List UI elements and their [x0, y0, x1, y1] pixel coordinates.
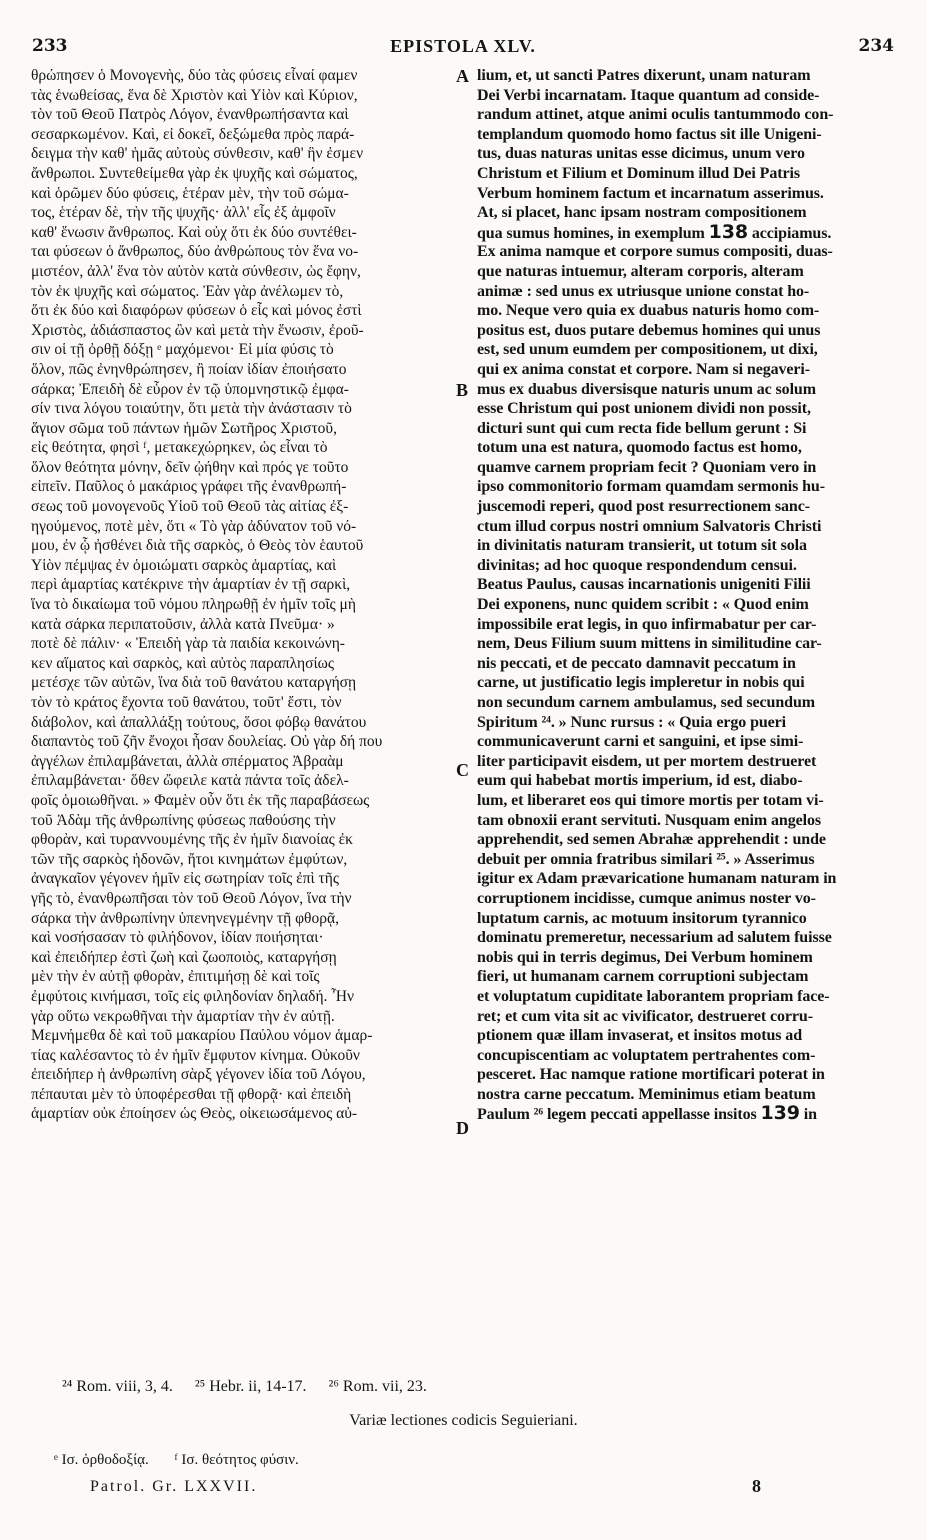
variant-reading: ᵉ Ισ. ὀρθοδοξίᾳ.	[54, 1452, 149, 1468]
greek-text-line: σεσαρκωμένον. Καὶ, εἰ δοκεῖ, δεξώμεθα πρὸς παρά-	[31, 125, 355, 143]
greek-text-line: καὶ νοσήσασαν τὸ φιλήδονον, ἰδίαν ποιήσηται·	[31, 929, 324, 947]
greek-text-line: τὸν ἐκ ψυχῆς καὶ σώματος. Ἐὰν γὰρ ἀνέλωμεν τὸ,	[31, 282, 344, 300]
greek-text-line: ἀναγκαῖον γέγονεν ἡμῖν εἰς σωτηρίαν τοῖς ἐπὶ τῆς	[31, 870, 340, 888]
latin-text-line	[477, 262, 892, 282]
latin-text-line	[477, 419, 892, 439]
latin-line-text: lium, et, ut sancti Patres dixerunt, unam naturam	[477, 67, 811, 84]
latin-line-text: nem, Deus Filium suum mittens in similitudine car-	[477, 635, 822, 653]
footnote: ²⁴ Rom. viii, 3, 4.	[62, 1378, 173, 1395]
latin-line-text: positus est, duos putare debemus homines qui unus	[477, 321, 821, 339]
greek-text-line: κεν αἵματος καὶ σαρκὸς, καὶ αὐτὸς παραπλησίως	[31, 654, 335, 672]
latin-text-line	[477, 987, 892, 1007]
greek-text-line: Υἱὸν πέμψας ἐν ὁμοιώματι σαρκὸς ἁμαρτίας, καὶ	[31, 556, 337, 574]
latin-line-text: pesceret. Hac namque ratione mortificari poterat in	[477, 1066, 825, 1084]
latin-text-line	[477, 536, 892, 556]
greek-text-line: καὶ ἐπειδήπερ ἐστὶ ζωὴ καὶ ζωοποιὸς, καταργήσῃ	[31, 948, 337, 966]
greek-text-line: καθ' ἕνωσιν ἄνθρωπος. Καὶ οὐχ ὅτι ἐκ δύο συντέθει-	[31, 223, 357, 241]
footnotes	[62, 1378, 445, 1396]
greek-column	[31, 66, 457, 1124]
latin-line-text: Dei exponens, nunc quidem scribit : « Quod enim	[477, 596, 809, 614]
latin-text-line	[477, 301, 892, 321]
signature-mark: 8	[752, 1476, 761, 1496]
greek-text-line: τὸν τοῦ Θεοῦ Πατρὸς Λόγον, ἐνανθρωπήσαντα καὶ	[31, 106, 349, 124]
latin-text-line	[477, 673, 892, 693]
latin-line-text: dicturi sunt qui cum recta fide bellum gerunt : Si	[477, 419, 807, 437]
latin-text-line	[477, 1085, 892, 1105]
greek-text-line: τος, ἑτέραν δὲ, τὴν τῆς ψυχῆς· ἀλλ' εἷς ἐξ ἀμφοῖν	[31, 204, 336, 222]
variae-lectiones-heading: Variæ lectiones codicis Seguieriani.	[349, 1412, 578, 1429]
latin-line-text: que naturas intuemur, alteram corporis, alteram	[477, 262, 804, 280]
greek-text-line: μου, ἐν ᾧ ἠσθένει διὰ τῆς σαρκὸς, ὁ Θεὸς τὸν ἑαυτοῦ	[31, 537, 364, 555]
latin-line-text: Spiritum ²⁴. » Nunc rursus : « Quia ergo pueri	[477, 713, 787, 731]
latin-text-line	[477, 830, 892, 850]
greek-text-line: διάβολον, καὶ ἀπαλλάξῃ τούτους, ὅσοι φόβῳ θανάτου	[31, 713, 367, 731]
latin-line-text: liter participavit eisdem, ut per mortem destrueret	[477, 752, 817, 770]
latin-line-text: esse Christum qui post unionem dividi non possit,	[477, 400, 811, 418]
greek-text-line: τὰς ἑνωθείσας, ἕνα δὲ Χριστὸν καὶ Υἱὸν καὶ Κύριον,	[31, 86, 358, 104]
latin-text-line	[477, 458, 892, 478]
greek-text-line: μετέσχε τῶν αὐτῶν, ἵνα διὰ τοῦ θανάτου καταργήσῃ	[31, 674, 357, 692]
page-number-right: 234	[858, 36, 894, 56]
latin-text-line	[477, 595, 892, 615]
greek-text-line: δειγμα τὴν καθ' ἡμᾶς αὐτοὺς σύνθεσιν, καθ' ἣν ἐσμεν	[31, 145, 364, 163]
latin-text-line	[477, 340, 892, 360]
greek-text-line: ἐπιλαμβάνεται· ὅθεν ὤφειλε κατὰ πάντα τοῖς ἀδελ-	[31, 772, 349, 790]
latin-text-line	[477, 556, 892, 576]
latin-text-line	[477, 242, 892, 262]
latin-line-text: juscemodi reperi, quod post resurrectionem sanc-	[477, 498, 810, 516]
latin-line-text: At, si placet, hanc ipsam nostram compositionem	[477, 204, 807, 222]
latin-text-line	[477, 889, 892, 909]
latin-text-line	[477, 380, 892, 400]
latin-text-line	[477, 517, 892, 537]
greek-text-line: Χριστὸς, ἀδιάσπαστος ὢν καὶ μετὰ τὴν ἕνωσιν, ἐροῦ-	[31, 321, 364, 339]
page-number-left: 233	[32, 36, 68, 56]
latin-line-text: animæ : sed unus ex utriusque unione constat ho-	[477, 282, 810, 300]
greek-text-line: καὶ ὁρῶμεν δύο φύσεις, ἑτέραν μὲν, τὴν τοῦ σώμα-	[31, 184, 349, 202]
latin-text-line	[477, 321, 892, 341]
volume-line: Patrol. Gr. LXXVII.	[90, 1478, 258, 1495]
latin-line-text: nobis qui in terris degimus, Dei Verbum hominem	[477, 948, 813, 966]
latin-text-line	[477, 575, 892, 595]
latin-text-line	[477, 928, 892, 948]
latin-text-line	[477, 105, 892, 125]
latin-line-text: ptionem quæ illam invaserat, et insitos motus ad	[477, 1027, 802, 1045]
latin-line-text: igitur ex Adam prævaricatione humanam naturam in	[477, 870, 837, 888]
greek-text-line: ἀγγέλων ἐπιλαμβάνεται, ἀλλὰ σπέρματος Ἀβραὰμ	[31, 752, 344, 770]
latin-line-text: apprehendit, sed semen Abrahæ apprehendit : unde	[477, 831, 826, 849]
latin-text-line	[477, 732, 892, 752]
latin-line-text: Beatus Paulus, causas incarnationis unigeniti Filii	[477, 576, 811, 594]
greek-text-line: τῶν τῆς σαρκὸς ἡδονῶν, ἤτοι κινημάτων ἐμφύτων,	[31, 850, 348, 868]
latin-line-text-after: in	[799, 1106, 817, 1124]
variant-reading: ᶠ Ισ. θεότητος φύσιν.	[174, 1452, 299, 1468]
latin-text-line	[477, 86, 892, 106]
latin-line-text: quamve carnem propriam fecit ? Quoniam vero in	[477, 458, 817, 476]
latin-text-line	[477, 477, 892, 497]
greek-text-line: μὲν τὴν ἐν αὐτῇ φθορὰν, ἐπιτιμήσῃ δὲ καὶ τοῖς	[31, 968, 320, 986]
column-number: 139	[760, 1104, 800, 1125]
latin-line-text: Christum et Filium et Dominum illud Dei Patris	[477, 164, 800, 182]
greek-text-line: ἵνα τὸ δικαίωμα τοῦ νόμου πληρωθῇ ἐν ἡμῖν τοῖς μὴ	[31, 596, 356, 614]
latin-text-line	[477, 713, 892, 733]
latin-text-line	[477, 282, 892, 302]
latin-text-line	[477, 615, 892, 635]
section-marker-d: D	[456, 1118, 469, 1138]
latin-line-text: et voluptatum cupiditate laborantem propriam face-	[477, 987, 830, 1005]
greek-text-line: ὅλον, πῶς ἐνηνθρώπησεν, ἢ ποίαν ἰδίαν ἐποιήσατο	[31, 360, 347, 378]
greek-text-line: ται φύσεων ὁ ἄνθρωπος, δύο ἀνθρώπους τὸν ἕνα νο-	[31, 243, 359, 261]
latin-column	[477, 66, 892, 1124]
latin-text-line	[477, 811, 892, 831]
latin-text-line	[477, 360, 892, 380]
latin-line-text: impossibile erat legis, in quo infirmabatur per car-	[477, 615, 817, 633]
greek-text-line: μιστέον, ἀλλ' ἕνα τὸν αὐτὸν κατὰ σύνθεσιν, ὡς ἔφην,	[31, 262, 361, 280]
latin-line-text: Dei Verbi incarnatam. Itaque quantum ad conside-	[477, 86, 820, 104]
greek-text-line: ὅλον θεότητα μόνην, δεῖν ᾠήθην καὶ πρός γε τοῦτο	[31, 458, 349, 476]
latin-line-text: nis peccati, et de peccato damnavit peccatum in	[477, 654, 796, 672]
latin-text-line	[477, 223, 892, 243]
latin-line-text: tam obnoxii erant servituti. Nusquam enim angelos	[477, 811, 821, 829]
latin-text-line	[477, 948, 892, 968]
latin-line-text: luptatum carnis, ac motuum insitorum tyrannico	[477, 909, 807, 927]
latin-line-text: ctum illud corpus nostri omnium Salvatoris Christi	[477, 517, 822, 535]
latin-text-line	[477, 771, 892, 791]
greek-text-line: ἁμαρτίαν οὐκ ἐποίησεν ὡς Θεὸς, οἰκειωσάμενος αὐ-	[31, 1105, 358, 1123]
greek-text-line: σεως τοῦ μονογενοῦς Υἱοῦ τοῦ Θεοῦ τὰς αἰτίας ἐξ-	[31, 498, 349, 516]
latin-line-text: tus, duas naturas unitas esse dicimus, unum vero	[477, 145, 805, 163]
latin-text-line	[477, 438, 892, 458]
latin-text-line	[477, 1046, 892, 1066]
latin-text-line	[477, 752, 892, 772]
latin-text-line	[477, 203, 892, 223]
latin-text-line	[477, 1007, 892, 1027]
latin-line-text: in divinitatis naturam transierit, ut totum sit sola	[477, 537, 807, 555]
latin-line-text: debuit per omnia fratribus similari ²⁵. » Asserimus	[477, 850, 815, 868]
greek-text-line: γῆς τὸ, ἐνανθρωπῆσαι τὸν τοῦ Θεοῦ Λόγον, ἵνα τὴν	[31, 889, 352, 907]
page-title: EPISTOLA XLV.	[390, 36, 536, 56]
greek-text-line: περὶ ἁμαρτίας κατέκρινε τὴν ἁμαρτίαν ἐν τῇ σαρκὶ,	[31, 576, 351, 594]
latin-line-text: templandum quomodo homo factus sit ille Unigeni-	[477, 125, 822, 143]
greek-text-line: πέπαυται μὲν τὸ ὑποφέρεσθαι τῇ φθορᾷ· καὶ ἐπειδὴ	[31, 1085, 352, 1103]
latin-line-text: randum attinet, atque animi oculis tantummodo con-	[477, 106, 834, 124]
page-header	[32, 36, 894, 62]
greek-text-line: σάρκα τὴν ἀνθρωπίνην ὑπενηνεγμένην τῇ φθορᾷ,	[31, 909, 339, 927]
latin-text-line	[477, 497, 892, 517]
latin-line-text: lum, et liberaret eos qui timore mortis per totam vi-	[477, 791, 824, 809]
greek-text-line: ἐπειδήπερ ἡ ἀνθρωπίνη σὰρξ γέγονεν ἰδία τοῦ Λόγου,	[31, 1066, 366, 1084]
greek-text-line: εἰς θεότητα, φησὶ ᶠ, μετακεχώρηκεν, ὡς εἶναι τὸ	[31, 439, 328, 457]
greek-text-line: ηγούμενος, ποτὲ μὲν, ὅτι « Τὸ γὰρ ἀδύνατον τοῦ νό-	[31, 517, 357, 535]
latin-text-line	[477, 791, 892, 811]
latin-line-text: concupiscentiam ac voluptatem pertrahentes com-	[477, 1046, 816, 1064]
latin-text-line	[477, 869, 892, 889]
latin-line-text: dominatu premeretur, necessarium ad salutem fuisse	[477, 929, 832, 947]
latin-line-text: totum una est natura, quomodo factus est homo,	[477, 439, 802, 457]
latin-line-text: mo. Neque vero quia ex duabus naturis homo com-	[477, 302, 820, 320]
latin-line-text: non secundum carnem ambulamus, sed secundum	[477, 694, 815, 711]
greek-text-line: κατὰ σάρκα περιπατοῦσιν, ἀλλὰ κατὰ Πνεῦμα· »	[31, 615, 335, 633]
greek-text-line: ὅτι ἐκ δύο καὶ διαφόρων φύσεων ὁ εἷς καὶ μόνος ἐστὶ	[31, 302, 362, 320]
greek-text-line: τίας καλέσαντος τὸ ἐν ἡμῖν ἔμφυτον κίνημα. Οὐκοῦν	[31, 1046, 360, 1064]
footnote: ²⁵ Hebr. ii, 14-17.	[194, 1378, 307, 1395]
greek-text-line: ποτὲ δὲ πάλιν· « Ἐπειδὴ γὰρ τὰ παιδία κεκοινώνη-	[31, 635, 345, 653]
latin-text-line	[477, 909, 892, 929]
section-marker-a: A	[456, 66, 469, 86]
section-marker-c: C	[456, 760, 469, 780]
greek-text-line: σίν τινα λόγου τοιαύτην, ὅτι μετὰ τὴν ἀνάστασιν τὸ	[31, 400, 352, 418]
greek-text-line: Μεμνήμεθα δὲ καὶ τοῦ μακαρίου Παύλου νόμον ἁμαρ-	[31, 1027, 373, 1045]
latin-text-line	[477, 850, 892, 870]
latin-line-text: est, sed unum eumdem per compositionem, ut dixi,	[477, 341, 818, 359]
greek-text-line: ἐμφύτοις κινήμασι, τοῖς εἰς φιληδονίαν δηλαδή. Ἦν	[31, 987, 355, 1005]
latin-line-text: carne, ut justificatio legis impleretur in nobis qui	[477, 674, 805, 692]
latin-text-line	[477, 1065, 892, 1085]
variant-readings	[54, 1452, 321, 1469]
latin-line-text: Verbum hominem factum et incarnatum asserimus.	[477, 184, 824, 202]
latin-text-line	[477, 125, 892, 145]
latin-text-line	[477, 144, 892, 164]
latin-line-text: qui ex anima constat et corpore. Nam si negaveri-	[477, 360, 810, 378]
latin-line-text: qua sumus homines, in exemplum	[477, 224, 709, 242]
latin-text-line	[477, 1026, 892, 1046]
latin-text-line	[477, 184, 892, 204]
latin-line-text: Paulum ²⁶ legem peccati appellasse insitos	[477, 1106, 761, 1124]
latin-text-line	[477, 634, 892, 654]
latin-line-text: divinitas; ad hoc quoque respondendum censui.	[477, 556, 797, 574]
greek-text-line: εἰπεῖν. Παῦλος ὁ μακάριος γράφει τῆς ἐνανθρωπή-	[31, 478, 347, 496]
section-marker-b: B	[456, 380, 469, 400]
latin-text-line	[477, 66, 892, 86]
greek-text-line: φοῖς ὁμοιωθῆναι. » Φαμὲν οὖν ὅτι ἐκ τῆς παραβάσεως	[31, 791, 370, 809]
latin-line-text-after: accipiamus.	[748, 224, 832, 242]
latin-line-text: ipso commonitorio formam quamdam sermonis hu-	[477, 478, 825, 496]
footnote: ²⁶ Rom. vii, 23.	[328, 1378, 427, 1395]
greek-text-line: σιν οἱ τῇ ὀρθῇ δόξῃ ᵉ μαχόμενοι· Εἰ μία φύσις τὸ	[31, 341, 334, 359]
greek-text-line: ἅγιον σῶμα τοῦ πάντων ἡμῶν Σωτῆρος Χριστοῦ,	[31, 419, 337, 437]
latin-line-text: nostra carne peccatum. Meminimus etiam beatum	[477, 1085, 816, 1103]
greek-text-line: ἄνθρωποι. Συντεθείμεθα γὰρ ἐκ ψυχῆς καὶ σώματος,	[31, 164, 358, 182]
column-number: 138	[708, 222, 748, 243]
latin-line-text: fieri, ut humanam carnem corruptioni subjectam	[477, 968, 809, 986]
greek-text-line: διαπαντὸς τοῦ ζῆν ἔνοχοι ἦσαν δουλείας. Οὐ γὰρ δή που	[31, 733, 383, 751]
greek-text-line: θρώπησεν ὁ Μονογενὴς, δύο τὰς φύσεις εἶναί φαμεν	[31, 67, 358, 84]
greek-text-line: τοῦ Ἀδὰμ τῆς ἀνθρωπίνης φύσεως παθούσης τὴν	[31, 811, 336, 829]
latin-text-line	[477, 164, 892, 184]
latin-line-text: ret; et cum vita sit ac vivificator, destrueret corru-	[477, 1007, 813, 1025]
latin-text-line	[477, 654, 892, 674]
greek-text-line: τὸν τὸ κράτος ἔχοντα τοῦ θανάτου, τοῦτ' ἔστι, τὸν	[31, 694, 342, 711]
latin-text-line	[477, 399, 892, 419]
latin-line-text: corruptionem incidisse, cumque animus noster vo-	[477, 889, 816, 907]
latin-text-line	[477, 693, 892, 713]
latin-line-text: communicaverunt carni et sanguini, et ipse simi-	[477, 733, 804, 751]
greek-text-line: σάρκα; Ἐπειδὴ δὲ εὗρον ἐν τῷ ὑπομνηστικῷ ἐμφα-	[31, 380, 349, 398]
greek-text-line: γὰρ οὕτω νεκρωθῆναι τὴν ἁμαρτίαν τὴν ἐν αὐτῇ.	[31, 1007, 335, 1025]
latin-line-text: Ex anima namque et corpore sumus compositi, duas-	[477, 243, 833, 261]
latin-text-line	[477, 967, 892, 987]
latin-text-line	[477, 1104, 892, 1124]
latin-line-text: eum qui habebat mortis imperium, id est, diabo-	[477, 772, 803, 790]
greek-text-line: φθορὰν, καὶ τυραννουμένης τῆς ἐν ἡμῖν διανοίας ἐκ	[31, 831, 353, 849]
latin-line-text: mus ex duabus diversisque naturis unum ac solum	[477, 380, 816, 398]
